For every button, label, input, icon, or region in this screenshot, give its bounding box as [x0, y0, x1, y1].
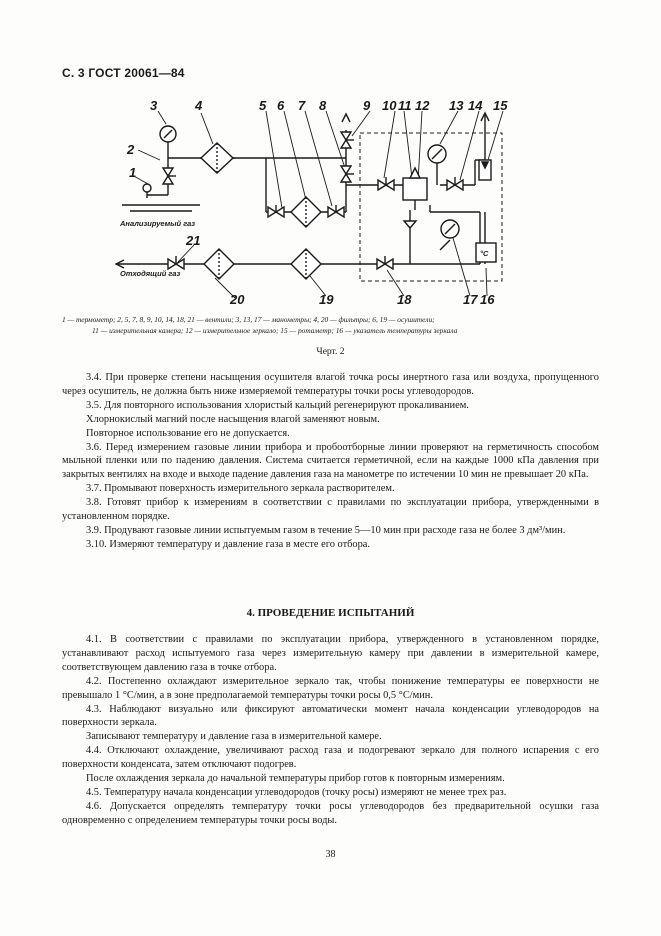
paragraph: 4.6. Допускается определять температуру точки росы углеводородов без предварительной осушки газа одновременно с определением температуры точки росы воды. [62, 800, 599, 826]
paragraph: 4.2. Постепенно охлаждают измерительное зеркало так, чтобы понижение температуры ее поверхности не превышало 1 °С/мин, а в зоне предполагаемой температуры точки росы 0,5 °С/мин. [62, 675, 599, 701]
section-title: 4. ПРОВЕДЕНИЕ ИСПЫТАНИЙ [246, 607, 415, 619]
label-5: 5 [259, 98, 267, 113]
paragraph: Хлорнокислый магний после насыщения влагой заменяют новым. [86, 413, 380, 425]
label-16: 16 [480, 292, 495, 307]
discharged-gas-label: Отходящий газ [120, 269, 181, 278]
figure-caption: Черт. 2 [316, 347, 345, 357]
label-4: 4 [195, 98, 203, 113]
label-1: 1 [129, 165, 137, 180]
paragraph: 4.3. Наблюдают визуально или фиксируют автоматически момент начала конденсации углеводородов на поверхности зеркала. [62, 703, 599, 729]
paragraph: 3.4. При проверке степени насыщения осушителя влагой точка росы инертного газа или воздуха, пропущенного через осушитель, не должна быть ниже измеряемой температуры точки росы углеводородов. [62, 372, 599, 397]
paragraph: 3.10. Измеряют температуру и давление газа в месте его отбора. [86, 538, 371, 550]
label-18: 18 [397, 292, 412, 307]
label-10: 10 [382, 98, 397, 113]
label-11: 11 [398, 98, 412, 113]
label-20: 20 [230, 292, 245, 307]
legend-line-1: 1 — термометр; 2, 5, 7, 8, 9, 10, 14, 18, 21 — вентили; 3, 13, 17 — манометры; 4, 20 — фильтры; 6, 19 — осушители; [62, 315, 435, 324]
paragraph: 3.9. Продувают газовые линии испытуемым газом в течение 5—10 мин при расходе газа не более 3 дм³/мин. [86, 524, 566, 536]
temp-sensor-symbol: °C [480, 249, 489, 258]
paragraph: 3.5. Для повторного использования хлористый кальций регенерируют прокаливанием. [86, 399, 469, 411]
paragraph: 3.7. Промывают поверхность измерительного зеркала растворителем. [86, 483, 395, 495]
label-7: 7 [298, 98, 306, 113]
legend-line-2: 11 — измерительная камера; 12 — измерительное зеркало; 15 — ротаметр; 16 — указатель температуры зеркала [92, 326, 458, 335]
paragraph: 4.5. Температуру начала конденсации углеводородов (точку росы) измеряют не менее трех раз. [86, 786, 507, 798]
label-19: 19 [319, 292, 334, 307]
section-4-text [62, 633, 599, 828]
figure-legend [62, 314, 602, 336]
paragraph: 4.1. В соответствии с правилами по эксплуатации прибора, утвержденного в установленном порядке, устанавливают расход испытуемого газа через измерительную камеру при давлении в измерительной камере, соответствующем давлению газа в точке отбора. [62, 634, 599, 673]
paragraph: После охлаждения зеркала до начальной температуры прибор готов к повторным измерениям. [86, 773, 505, 785]
page-header: С. 3 ГОСТ 20061—84 [62, 66, 185, 80]
paragraph: 3.6. Перед измерением газовые линии прибора и пробоотборные линии проверяют на герметичность способом мыльной пленки или по падению давления. Система считается герметичной, если на каждые 1000 кПа давления при закрытых вентилях на входе и выходе падение давления газа на манометре по истечении 10 мин не превышает 20 кПа. [62, 441, 599, 481]
label-15: 15 [493, 98, 508, 113]
label-2: 2 [127, 142, 135, 157]
label-14: 14 [468, 98, 483, 113]
label-13: 13 [449, 98, 464, 113]
label-9: 9 [363, 98, 371, 113]
label-8: 8 [319, 98, 327, 113]
label-21: 21 [186, 233, 201, 248]
section-3-text [62, 371, 599, 552]
paragraph: 3.8. Готовят прибор к измерениям в соответствии с правилами по эксплуатации прибора, утвержденными в установленном порядке. [62, 497, 599, 523]
paragraph: Записывают температуру и давление газа в измерительной камере. [86, 731, 382, 743]
label-3: 3 [150, 98, 158, 113]
page-number: 38 [325, 849, 336, 860]
paragraph: Повторное использование его не допускается. [86, 427, 290, 439]
label-6: 6 [277, 98, 285, 113]
label-17: 17 [463, 292, 478, 307]
flow-schematic [0, 0, 661, 320]
analyzed-gas-label: Анализируемый газ [120, 219, 196, 228]
paragraph: 4.4. Отключают охлаждение, увеличивают расход газа и подогревают зеркало для полного испарения с его поверхности конденсата, затем отключают подогрев. [62, 745, 599, 771]
label-12: 12 [415, 98, 430, 113]
